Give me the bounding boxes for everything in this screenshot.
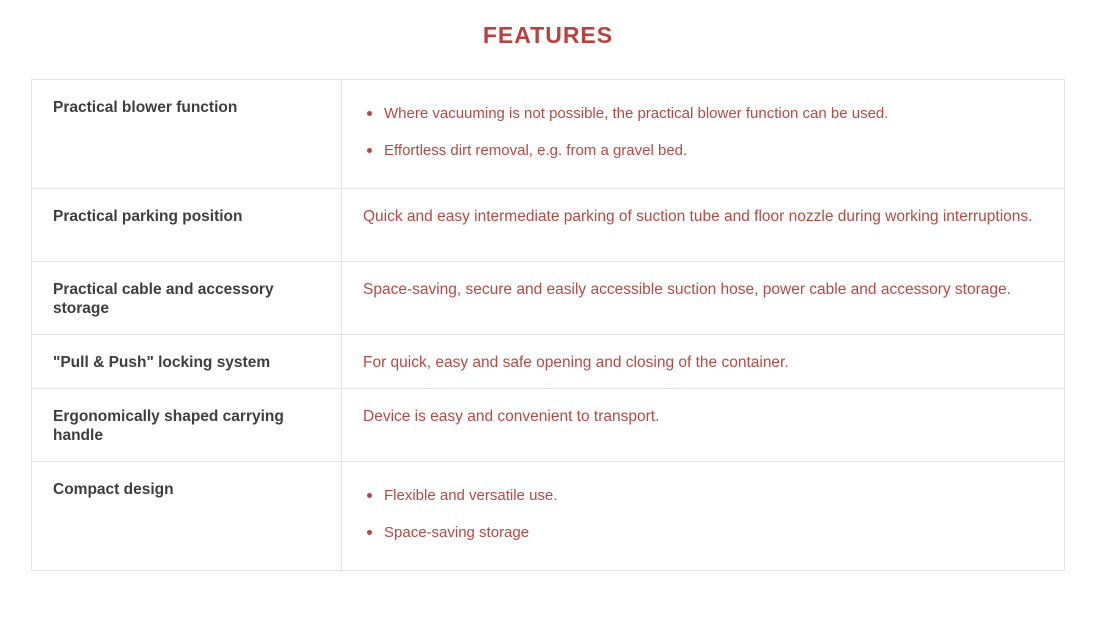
table-row (32, 335, 1065, 389)
bullet-text: Where vacuuming is not possible, the practical blower function can be used. (384, 105, 889, 122)
feature-label-cell (32, 189, 342, 262)
bullet-icon (367, 493, 372, 498)
feature-label-cell (32, 262, 342, 335)
feature-description-cell (342, 189, 1065, 262)
feature-description: Quick and easy intermediate parking of suction tube and floor nozzle during working interruptions. (363, 208, 1033, 225)
feature-description: For quick, easy and safe opening and closing of the container. (363, 354, 789, 371)
feature-description-cell (342, 389, 1065, 462)
feature-description-cell (342, 462, 1065, 571)
feature-label-cell (32, 462, 342, 571)
feature-description-cell (342, 335, 1065, 389)
list-item (364, 104, 1064, 123)
feature-label: Practical blower function (53, 99, 238, 116)
list-item (364, 523, 1064, 542)
feature-description-cell (342, 262, 1065, 335)
table-row (32, 189, 1065, 262)
feature-label: Practical parking position (53, 208, 243, 225)
feature-description: Device is easy and convenient to transport. (363, 408, 660, 425)
feature-label-cell (32, 80, 342, 189)
feature-label: Practical cable and accessory storage (53, 281, 274, 317)
feature-label: Compact design (53, 481, 174, 498)
feature-label-cell (32, 335, 342, 389)
bullet-text: Space-saving storage (384, 524, 530, 541)
bullet-text: Flexible and versatile use. (384, 487, 558, 504)
feature-description-cell (342, 80, 1065, 189)
feature-label-cell (32, 389, 342, 462)
feature-bullet-list (342, 80, 1064, 160)
section-title: FEATURES (482, 22, 614, 48)
features-table (31, 79, 1065, 571)
feature-bullet-list (342, 462, 1064, 542)
feature-label: "Pull & Push" locking system (53, 354, 271, 371)
bullet-text: Effortless dirt removal, e.g. from a gravel bed. (384, 142, 688, 159)
bullet-icon (367, 148, 372, 153)
table-row (32, 462, 1065, 571)
feature-label: Ergonomically shaped carrying handle (53, 408, 284, 444)
table-row (32, 389, 1065, 462)
feature-description: Space-saving, secure and easily accessible suction hose, power cable and accessory storage. (363, 281, 1011, 298)
bullet-icon (367, 530, 372, 535)
table-row (32, 80, 1065, 189)
list-item (364, 141, 1064, 160)
list-item (364, 486, 1064, 505)
table-row (32, 262, 1065, 335)
bullet-icon (367, 111, 372, 116)
